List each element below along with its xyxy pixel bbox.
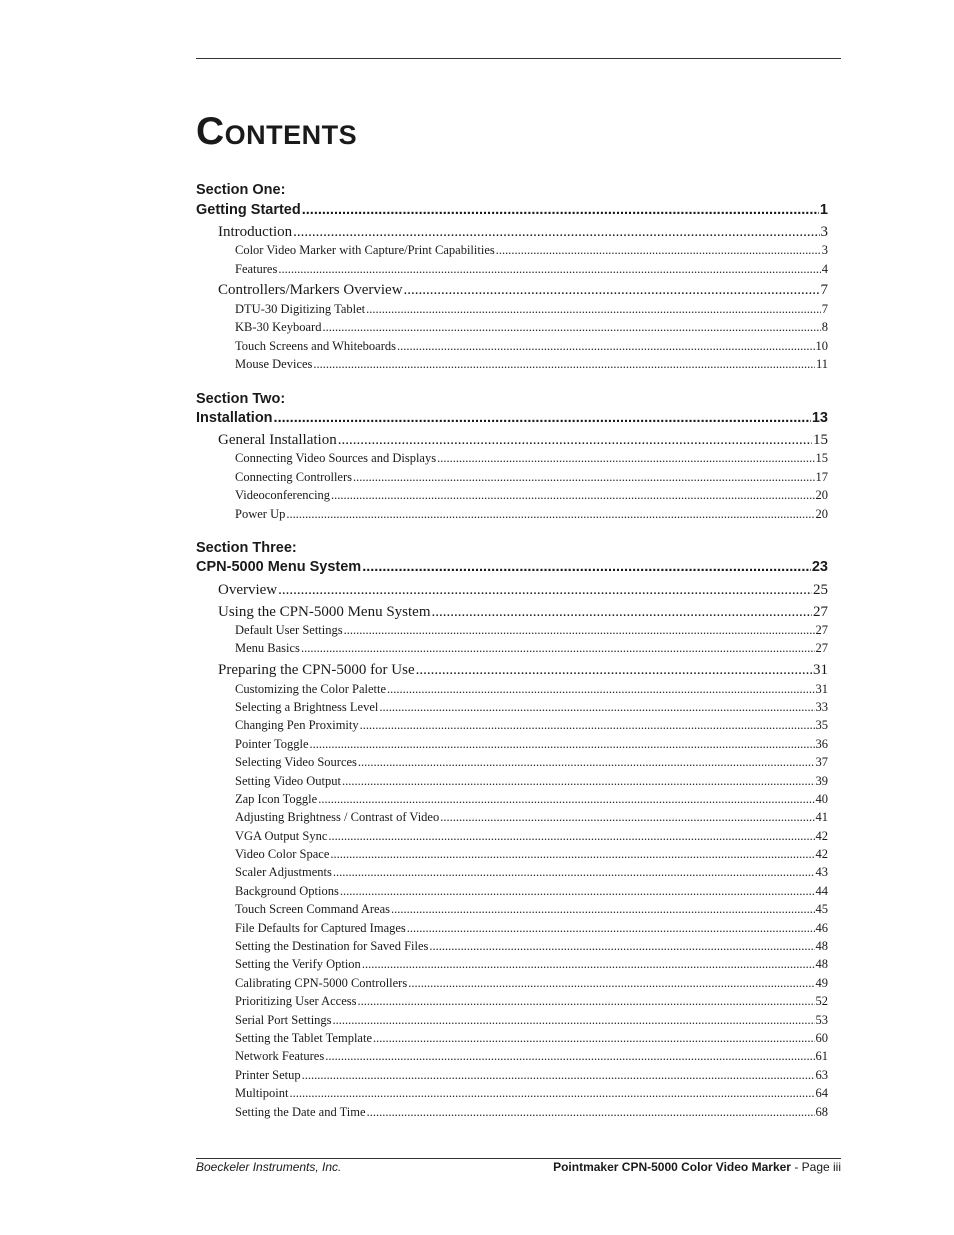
footer-product [553,1160,841,1175]
toc-section-heading[interactable]: Installation ..... 13 [196,409,828,427]
toc-subentry[interactable]: File Defaults for Captured Images ..... 46 [235,921,828,936]
toc-subentry[interactable]: Connecting Controllers ..... 17 [235,470,828,485]
toc-subentry[interactable]: Setting the Destination for Saved Files ..... 48 [235,939,828,954]
toc-subentry[interactable]: Setting the Verify Option ..... 48 [235,957,828,972]
toc-subentry[interactable]: Touch Screen Command Areas ..... 45 [235,902,828,917]
toc-subentry[interactable]: DTU-30 Digitizing Tablet ..... 7 [235,302,828,317]
toc-entry[interactable]: Controllers/Markers Overview ..... 7 [218,281,828,299]
toc-subentry[interactable]: Mouse Devices ..... 11 [235,357,828,372]
toc-subentry[interactable]: Touch Screens and Whiteboards ..... 10 [235,339,828,354]
toc-entry[interactable]: Preparing the CPN-5000 for Use ..... 31 [218,661,828,679]
toc-subentry[interactable]: Serial Port Settings ..... 53 [235,1013,828,1028]
toc-subentry[interactable]: Power Up ..... 20 [235,507,828,522]
toc-subentry[interactable]: Calibrating CPN-5000 Controllers ..... 49 [235,976,828,991]
toc-subentry[interactable]: Changing Pen Proximity ..... 35 [235,718,828,733]
toc-subentry[interactable]: Background Options ..... 44 [235,884,828,899]
toc-subentry[interactable]: Pointer Toggle ..... 36 [235,737,828,752]
toc-subentry[interactable]: Default User Settings ..... 27 [235,623,828,638]
toc-subentry[interactable]: Multipoint ..... 64 [235,1086,828,1101]
toc-subentry[interactable]: Customizing the Color Palette ..... 31 [235,682,828,697]
toc-subentry[interactable]: Prioritizing User Access ..... 52 [235,994,828,1009]
toc-subentry[interactable]: Setting the Date and Time ..... 68 [235,1105,828,1120]
footer-company: Boeckeler Instruments, Inc. [196,1160,342,1174]
toc-entry[interactable]: Overview ..... 25 [218,581,828,599]
toc-subentry[interactable]: Menu Basics ..... 27 [235,641,828,656]
footer-page-number: - Page iii [794,1160,841,1174]
table-of-contents [196,0,828,1235]
toc-subentry[interactable]: Selecting Video Sources ..... 37 [235,755,828,770]
footer-rule [196,1158,841,1159]
toc-section-heading[interactable]: Getting Started ..... 1 [196,201,828,219]
section-label: Section Two: [196,391,286,407]
toc-subentry[interactable]: Connecting Video Sources and Displays ..... 15 [235,451,828,466]
section-label: Section Three: [196,540,297,556]
toc-subentry[interactable]: Videoconferencing ..... 20 [235,488,828,503]
section-label: Section One: [196,182,286,198]
toc-entry[interactable]: Introduction ..... 3 [218,223,828,241]
toc-subentry[interactable]: Zap Icon Toggle ..... 40 [235,792,828,807]
toc-subentry[interactable]: Adjusting Brightness / Contrast of Video ..... 41 [235,810,828,825]
toc-subentry[interactable]: Color Video Marker with Capture/Print Capabilities ..... 3 [235,243,828,258]
toc-subentry[interactable]: KB-30 Keyboard ..... 8 [235,320,828,335]
page-title: Contents [196,110,358,153]
toc-subentry[interactable]: Setting Video Output ..... 39 [235,774,828,789]
toc-subentry[interactable]: Network Features ..... 61 [235,1049,828,1064]
toc-subentry[interactable]: Setting the Tablet Template ..... 60 [235,1031,828,1046]
toc-entry[interactable]: Using the CPN-5000 Menu System ..... 27 [218,603,828,621]
footer-product-name: Pointmaker CPN-5000 Color Video Marker [553,1160,791,1174]
toc-section-heading[interactable]: CPN-5000 Menu System ..... 23 [196,558,828,576]
toc-subentry[interactable]: Features ..... 4 [235,262,828,277]
toc-subentry[interactable]: VGA Output Sync ..... 42 [235,829,828,844]
toc-subentry[interactable]: Selecting a Brightness Level ..... 33 [235,700,828,715]
toc-subentry[interactable]: Printer Setup ..... 63 [235,1068,828,1083]
toc-subentry[interactable]: Scaler Adjustments ..... 43 [235,865,828,880]
toc-subentry[interactable]: Video Color Space ..... 42 [235,847,828,862]
toc-entry[interactable]: General Installation ..... 15 [218,431,828,449]
